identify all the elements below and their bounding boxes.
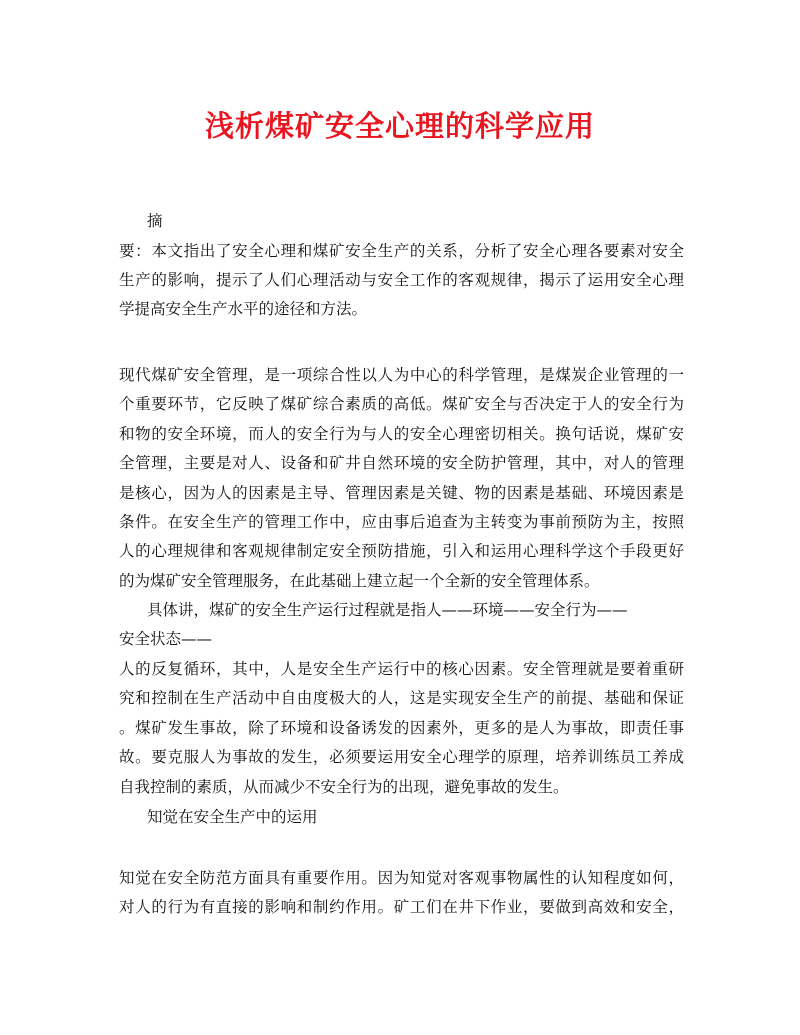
body-line: 具体讲，煤矿的安全生产运行过程就是指人——环境——安全行为—— [147,601,628,619]
body-line: 对人的行为有直接的影响和制约作用。矿工们在井下作业，要做到高效和安全， [119,898,684,916]
body-line: 自我控制的素质，从而减少不安全行为的出现，避免事故的发生。 [119,778,569,796]
body-line: 人的心理规律和客观规律制定安全预防措施，引入和运用心理科学这个手段更好 [119,542,684,560]
body-line: 条件。在安全生产的管理工作中，应由事后追查为主转变为事前预防为主，按照 [119,513,684,531]
body-line: 的为煤矿安全管理服务，在此基础上建立起一个全新的安全管理体系。 [119,572,600,590]
body-line: 个重要环节，它反映了煤矿综合素质的高低。煤矿安全与否决定于人的安全行为 [119,395,684,413]
body-line: 故。要克服人为事故的发生，必须要运用安全心理学的原理，培养训练员工养成 [119,748,684,766]
body-line: 是核心，因为人的因素是主导、管理因素是关键、物的因素是基础、环境因素是 [119,484,684,502]
body-line: 究和控制在生产活动中自由度极大的人，这是实现安全生产的前提、基础和保证 [119,689,684,707]
abstract-line: 生产的影响，提示了人们心理活动与安全工作的客观规律，揭示了运用安全心理 [119,271,684,289]
abstract-line: 要：本文指出了安全心理和煤矿安全生产的关系，分析了安全心理各要素对安全 [119,242,684,260]
body-line: 现代煤矿安全管理，是一项综合性以人为中心的科学管理，是煤炭企业管理的一 [119,366,684,384]
body-line: 人的反复循环，其中，人是安全生产运行中的核心因素。安全管理就是要着重研 [119,660,684,678]
body-line: 。煤矿发生事故，除了环境和设备诱发的因素外，更多的是人为事故，即责任事 [119,719,684,737]
body-line: 全管理，主要是对人、设备和矿井自然环境的安全防护管理，其中，对人的管理 [119,454,684,472]
abstract-label: 摘 [147,212,163,230]
document-title: 浅析煤矿安全心理的科学应用 [204,109,595,143]
body-line: 和物的安全环境，而人的安全行为与人的安全心理密切相关。换句话说，煤矿安 [119,425,684,443]
body-line: 安全状态—— [119,630,213,648]
section-heading: 知觉在安全生产中的运用 [147,808,318,826]
abstract-line: 学提高安全生产水平的途径和方法。 [119,300,368,318]
body-line: 知觉在安全防范方面具有重要作用。因为知觉对客观事物属性的认知程度如何， [119,869,684,887]
